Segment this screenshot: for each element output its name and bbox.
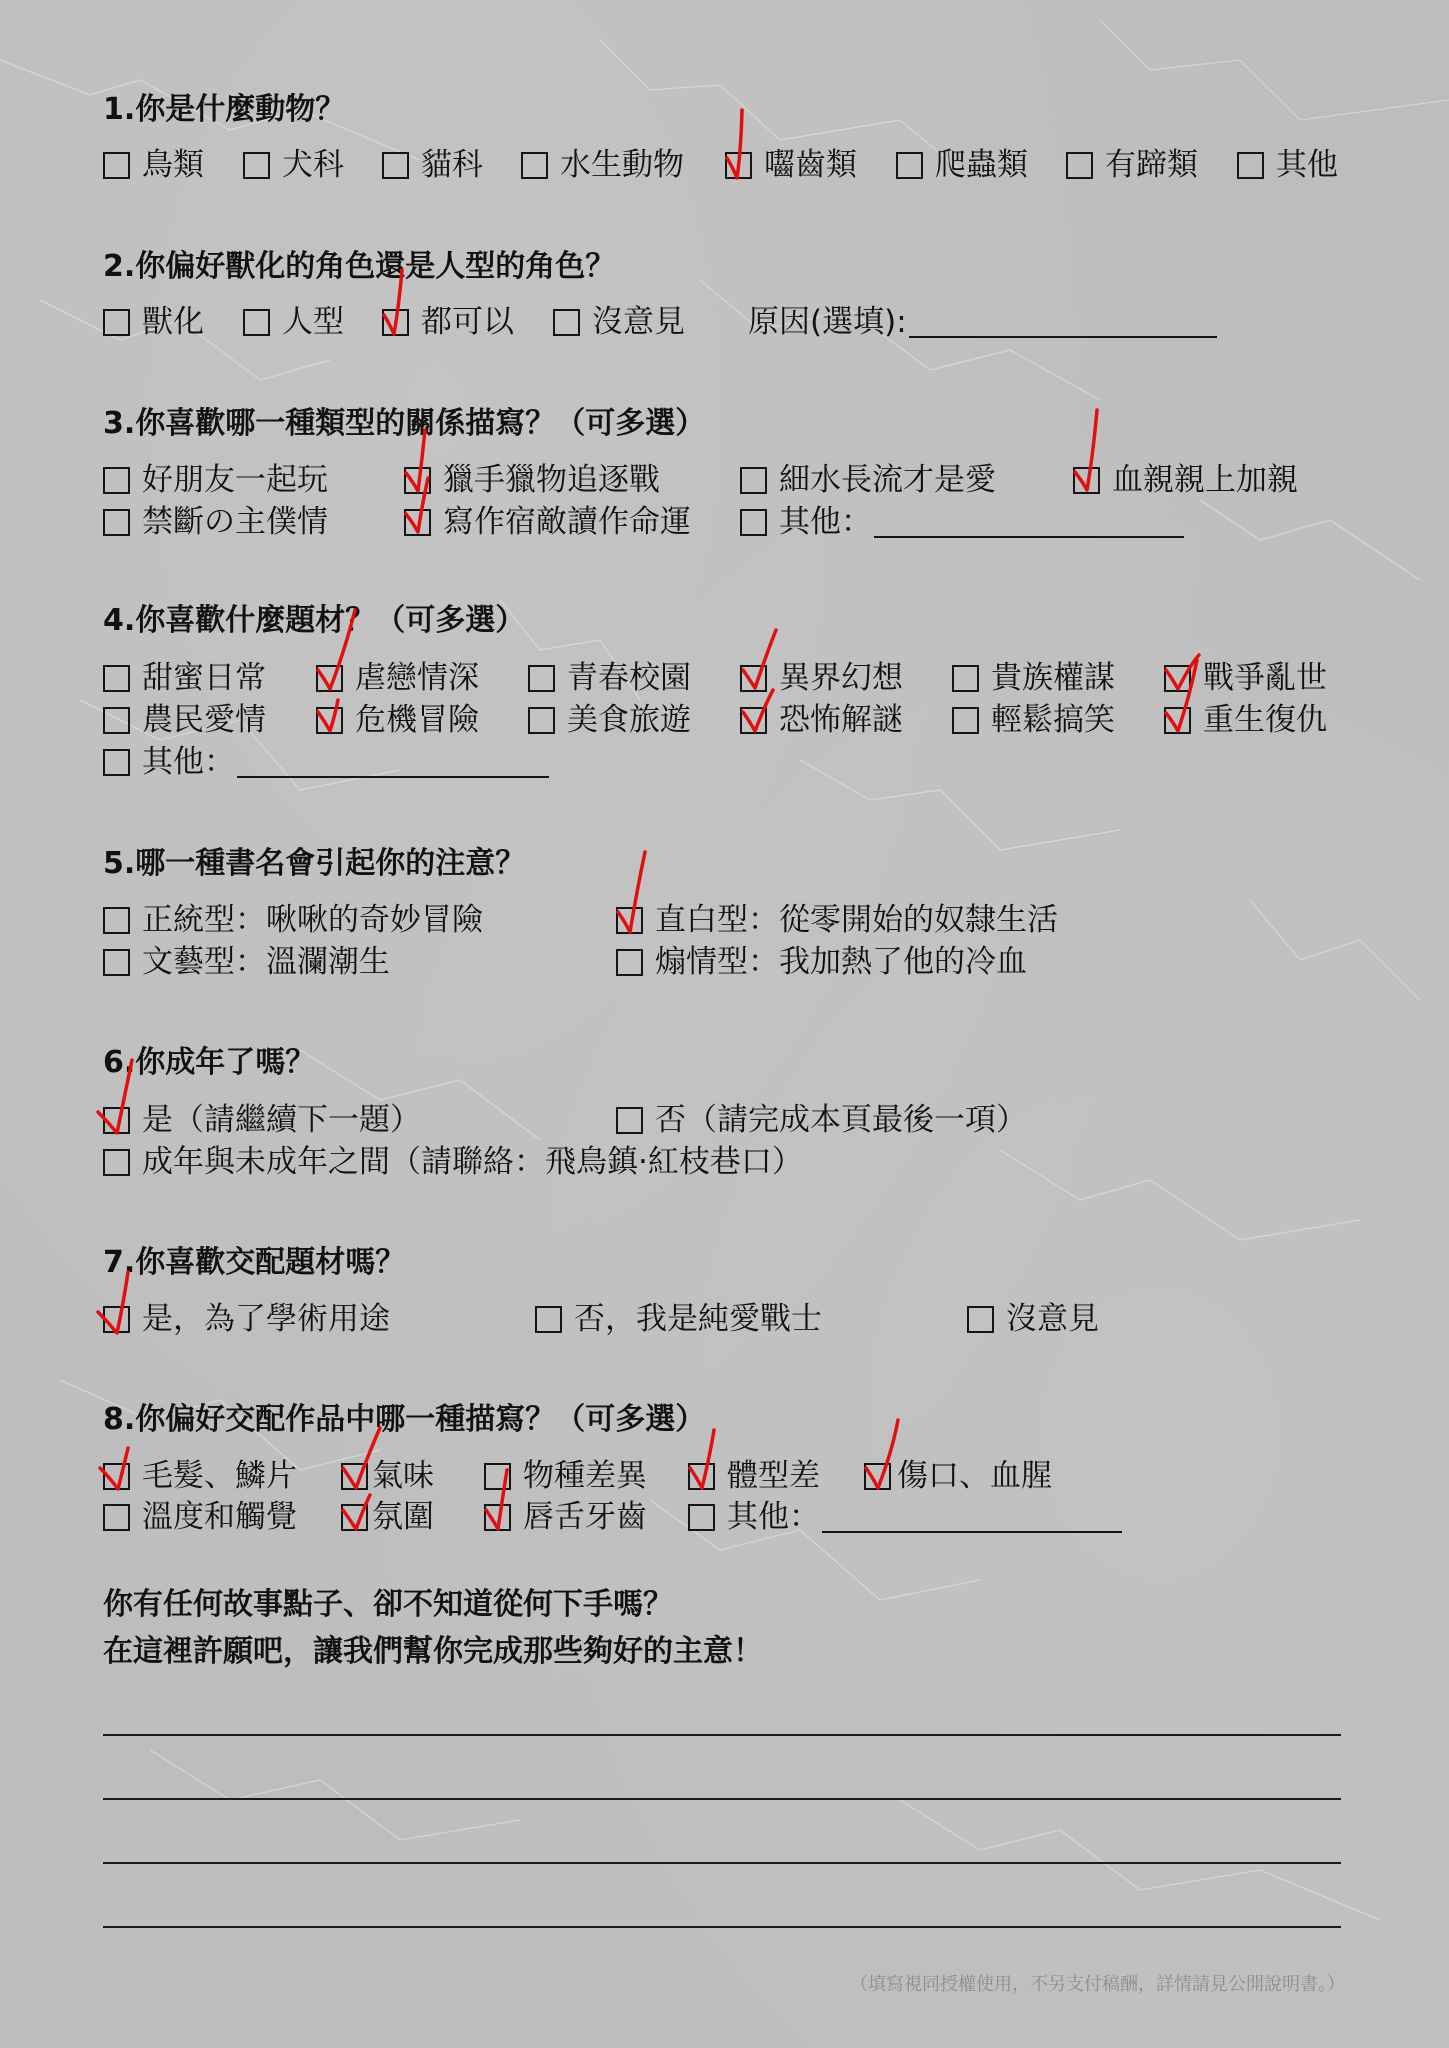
checkbox[interactable] <box>535 1306 562 1333</box>
checkbox[interactable] <box>688 1504 715 1531</box>
q2-option-either[interactable]: 都可以 <box>382 303 514 341</box>
checkbox[interactable] <box>243 152 270 179</box>
q2-option-beast[interactable]: 獸化 <box>103 303 204 341</box>
q8-option-species[interactable]: 物種差異 <box>484 1457 647 1495</box>
checkbox[interactable] <box>103 665 130 692</box>
question-3-title: 3.你喜歡哪一種類型的關係描寫？（可多選） <box>103 406 706 441</box>
checkbox[interactable] <box>103 949 130 976</box>
checkbox[interactable] <box>616 1107 643 1134</box>
q5-option-direct[interactable]: 直白型：從零開始的奴隸生活 <box>616 901 1058 939</box>
q3-option-slow-burn[interactable]: 細水長流才是愛 <box>740 461 996 499</box>
q4-option-adventure[interactable]: 危機冒險 <box>316 701 479 739</box>
q4-option-other[interactable]: 其他： <box>103 743 549 781</box>
q4-option-school[interactable]: 青春校園 <box>528 659 691 697</box>
q6-option-yes[interactable]: 是（請繼續下一題） <box>103 1101 421 1139</box>
checkbox[interactable] <box>1164 707 1191 734</box>
q8-option-wounds[interactable]: 傷口、血腥 <box>864 1457 1052 1495</box>
question-1-title: 1.你是什麼動物？ <box>103 92 346 127</box>
q4-option-farmer[interactable]: 農民愛情 <box>103 701 266 739</box>
checkbox[interactable] <box>1237 152 1264 179</box>
q1-option-aquatic[interactable]: 水生動物 <box>521 146 684 184</box>
checkbox[interactable] <box>484 1504 511 1531</box>
checkbox[interactable] <box>103 509 130 536</box>
checkbox[interactable] <box>103 1504 130 1531</box>
q4-option-comedy[interactable]: 輕鬆搞笑 <box>952 701 1115 739</box>
checkbox[interactable] <box>103 1463 130 1490</box>
checkbox[interactable] <box>952 665 979 692</box>
q1-option-rodent[interactable]: 囓齒類 <box>725 146 857 184</box>
checkbox[interactable] <box>243 309 270 336</box>
checkbox[interactable] <box>1164 665 1191 692</box>
q1-option-bird[interactable]: 鳥類 <box>103 146 204 184</box>
checkbox[interactable] <box>521 152 548 179</box>
other-blank[interactable] <box>874 506 1184 538</box>
question-8-title: 8.你偏好交配作品中哪一種描寫？（可多選） <box>103 1402 706 1437</box>
question-6-title: 6.你成年了嗎？ <box>103 1045 316 1080</box>
q8-option-size[interactable]: 體型差 <box>688 1457 820 1495</box>
checkbox[interactable] <box>103 907 130 934</box>
q7-option-no-opinion[interactable]: 沒意見 <box>967 1300 1099 1338</box>
checkbox[interactable] <box>103 1149 130 1176</box>
q3-option-blood-relatives[interactable]: 血親親上加親 <box>1073 461 1298 499</box>
q7-option-yes[interactable]: 是，為了學術用途 <box>103 1300 390 1338</box>
checkbox[interactable] <box>103 467 130 494</box>
checkbox[interactable] <box>484 1463 511 1490</box>
checkbox[interactable] <box>103 152 130 179</box>
checkbox[interactable] <box>316 707 343 734</box>
checkbox[interactable] <box>382 309 409 336</box>
q3-option-rivals[interactable]: 寫作宿敵讀作命運 <box>404 503 691 541</box>
q2-reason-field[interactable]: 原因(選填): <box>748 303 1217 341</box>
other-blank[interactable] <box>822 1501 1122 1533</box>
wish-writing-line-3[interactable] <box>103 1862 1341 1864</box>
q2-option-no-opinion[interactable]: 沒意見 <box>553 303 685 341</box>
q1-option-feline[interactable]: 貓科 <box>382 146 483 184</box>
checkbox[interactable] <box>952 707 979 734</box>
q6-option-no[interactable]: 否（請完成本頁最後一項） <box>616 1101 1027 1139</box>
q3-option-friends[interactable]: 好朋友一起玩 <box>103 461 328 499</box>
q4-option-sweet[interactable]: 甜蜜日常 <box>103 659 266 697</box>
checkbox[interactable] <box>553 309 580 336</box>
checkbox[interactable] <box>616 949 643 976</box>
wish-writing-line-4[interactable] <box>103 1926 1341 1928</box>
q7-option-no[interactable]: 否，我是純愛戰士 <box>535 1300 822 1338</box>
checkbox[interactable] <box>103 749 130 776</box>
checkbox[interactable] <box>688 1463 715 1490</box>
q1-option-other[interactable]: 其他 <box>1237 146 1338 184</box>
checkbox[interactable] <box>1073 467 1100 494</box>
q4-option-angst[interactable]: 虐戀情深 <box>316 659 479 697</box>
q8-option-scent[interactable]: 氣味 <box>341 1457 434 1495</box>
q2-option-human[interactable]: 人型 <box>243 303 344 341</box>
q8-option-touch[interactable]: 溫度和觸覺 <box>103 1498 297 1536</box>
checkbox[interactable] <box>341 1463 368 1490</box>
wish-writing-line-1[interactable] <box>103 1734 1341 1736</box>
q3-option-master-servant[interactable]: 禁斷の主僕情 <box>103 503 328 541</box>
q8-option-atmosphere[interactable]: 氛圍 <box>341 1498 434 1536</box>
q1-option-reptile[interactable]: 爬蟲類 <box>896 146 1028 184</box>
checkbox[interactable] <box>725 152 752 179</box>
checkbox[interactable] <box>404 467 431 494</box>
q1-option-ungulate[interactable]: 有蹄類 <box>1066 146 1198 184</box>
other-blank[interactable] <box>237 746 549 778</box>
checkbox[interactable] <box>740 665 767 692</box>
reason-blank[interactable] <box>909 306 1217 338</box>
q8-option-teeth[interactable]: 唇舌牙齒 <box>484 1498 647 1536</box>
checkbox[interactable] <box>341 1504 368 1531</box>
checkbox[interactable] <box>864 1463 891 1490</box>
q4-option-revenge[interactable]: 重生復仇 <box>1164 701 1327 739</box>
question-4-title: 4.你喜歡什麼題材？（可多選） <box>103 603 526 638</box>
q3-option-hunter-prey[interactable]: 獵手獵物追逐戰 <box>404 461 660 499</box>
q4-option-war[interactable]: 戰爭亂世 <box>1164 659 1327 697</box>
checkbox[interactable] <box>616 907 643 934</box>
checkbox[interactable] <box>404 509 431 536</box>
checkbox[interactable] <box>528 707 555 734</box>
checkbox[interactable] <box>1066 152 1093 179</box>
checkbox[interactable] <box>740 509 767 536</box>
question-7-title: 7.你喜歡交配題材嗎？ <box>103 1245 406 1280</box>
q4-option-food-travel[interactable]: 美食旅遊 <box>528 701 691 739</box>
checkbox[interactable] <box>103 309 130 336</box>
q3-option-other[interactable]: 其他： <box>740 503 1184 541</box>
question-2-title: 2.你偏好獸化的角色還是人型的角色？ <box>103 249 616 284</box>
q1-option-canine[interactable]: 犬科 <box>243 146 344 184</box>
question-5-title: 5.哪一種書名會引起你的注意？ <box>103 846 526 881</box>
footer-note: （填寫視同授權使用，不另支付稿酬，詳情請見公開說明書。） <box>850 1974 1345 1995</box>
q5-option-literary[interactable]: 文藝型：溫瀾潮生 <box>103 943 390 981</box>
checkbox[interactable] <box>382 152 409 179</box>
q8-option-fur-scales[interactable]: 毛髮、鱗片 <box>103 1457 297 1495</box>
checkbox[interactable] <box>896 152 923 179</box>
q5-option-sensational[interactable]: 煽情型：我加熱了他的冷血 <box>616 943 1027 981</box>
wish-prompt-line-1: 你有任何故事點子、卻不知道從何下手嗎？ <box>103 1587 673 1622</box>
q4-option-isekai[interactable]: 異界幻想 <box>740 659 903 697</box>
checkbox[interactable] <box>740 707 767 734</box>
checkbox[interactable] <box>740 467 767 494</box>
q4-option-noble[interactable]: 貴族權謀 <box>952 659 1115 697</box>
q4-option-horror[interactable]: 恐怖解謎 <box>740 701 903 739</box>
wish-writing-line-2[interactable] <box>103 1798 1341 1800</box>
q8-option-other[interactable]: 其他： <box>688 1498 1122 1536</box>
wish-prompt-line-2: 在這裡許願吧，讓我們幫你完成那些夠好的主意！ <box>103 1634 763 1669</box>
checkbox[interactable] <box>316 665 343 692</box>
checkbox[interactable] <box>103 1306 130 1333</box>
q5-option-classic[interactable]: 正統型：啾啾的奇妙冒險 <box>103 901 483 939</box>
checkbox[interactable] <box>967 1306 994 1333</box>
q6-option-between[interactable]: 成年與未成年之間（請聯絡：飛鳥鎮·紅枝巷口） <box>103 1143 803 1181</box>
checkbox[interactable] <box>528 665 555 692</box>
checkbox[interactable] <box>103 1107 130 1134</box>
checkbox[interactable] <box>103 707 130 734</box>
